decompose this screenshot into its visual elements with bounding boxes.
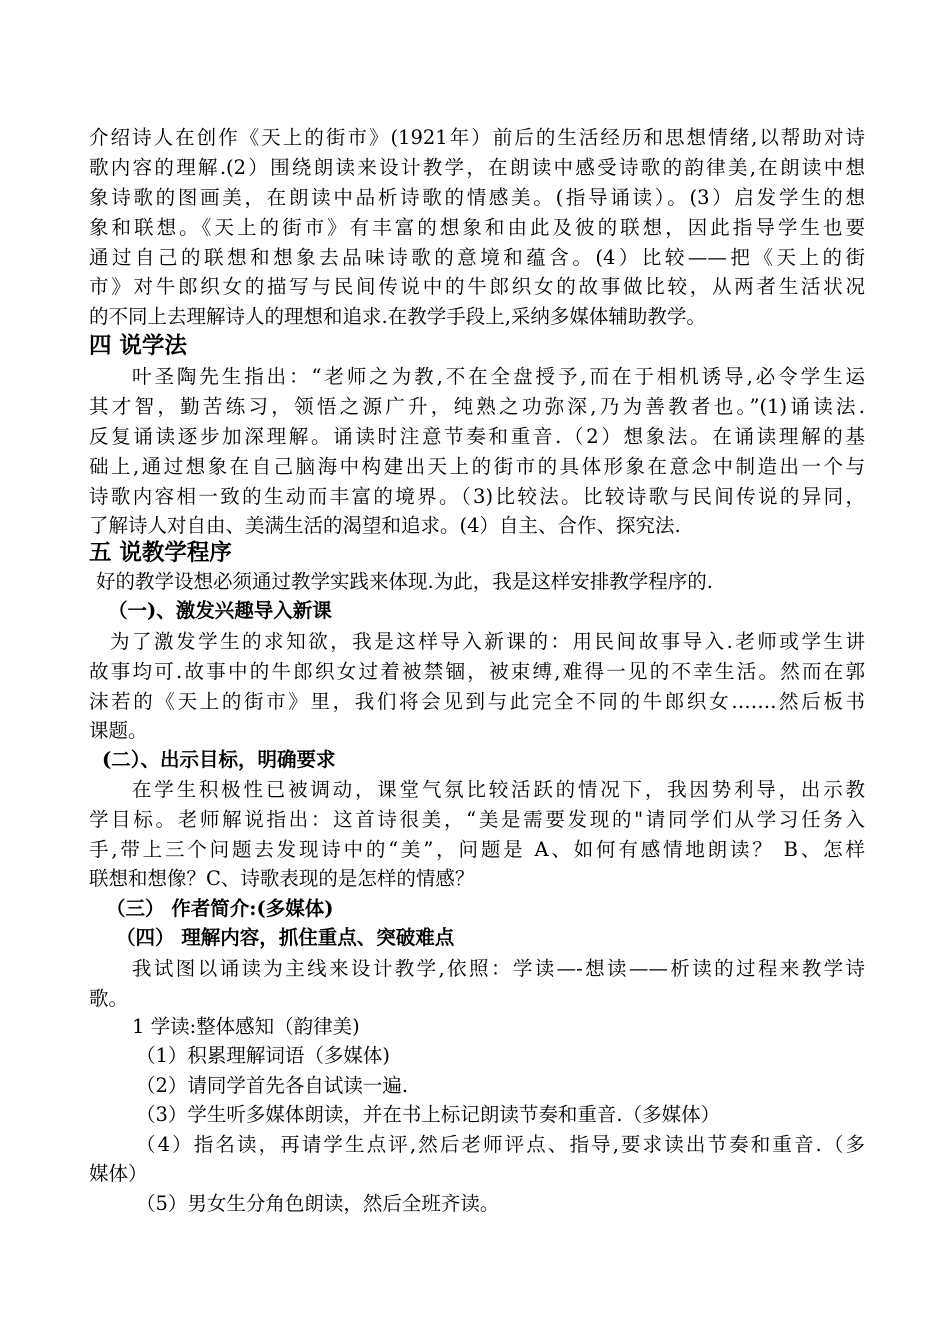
paragraph-line: 介绍诗人在创作《天上的街市》(1921年）前后的生活经历和思想情绪,以帮助对诗 — [89, 126, 865, 149]
paragraph-line: 市》对牛郎织女的描写与民间传说中的牛郎织女的故事做比较，从两者生活状况 — [89, 275, 865, 298]
paragraph-line: 课题。 — [89, 719, 148, 742]
subheading-1: （一)、激发兴趣导入新课 — [108, 599, 332, 622]
paragraph-line: 在学生积极性已被调动，课堂气氛比较活跃的情况下，我因势利导，出示教 — [132, 778, 865, 801]
paragraph-line: 的不同上去理解诗人的理想和追求.在教学手段上,采纳多媒体辅助教学。 — [89, 305, 706, 328]
subheading-3: （三） 作者简介:(多媒体) — [106, 897, 334, 920]
list-item: （2）请同学首先各自试读一遍. — [136, 1074, 409, 1097]
paragraph-line: 诗歌内容相一致的生动而丰富的境界。（3)比较法。比较诗歌与民间传说的异同， — [89, 485, 865, 508]
list-item: 媒体） — [89, 1162, 148, 1185]
section-heading-study-method: 四 说学法 — [89, 333, 187, 359]
paragraph-line: 了解诗人对自由、美满生活的渴望和追求。(4）自主、合作、探究法. — [89, 514, 681, 537]
list-item: 1 学读:整体感知（韵律美) — [132, 1015, 360, 1038]
paragraph-line: 象和联想。《天上的街市》有丰富的想象和由此及彼的联想，因此指导学生也要 — [89, 216, 865, 239]
list-item: （4）指名读，再请学生点评,然后老师评点、指导,要求读出节奏和重音.（多 — [136, 1133, 865, 1156]
paragraph-line: 其才智，勤苦练习，领悟之源广升，纯熟之功弥深,乃为善教者也。”(1)诵读法. — [89, 395, 865, 418]
paragraph-line: 好的教学设想必须通过教学实践来体现.为此，我是这样安排教学程序的. — [96, 570, 713, 593]
paragraph-line: 手,带上三个问题去发现诗中的“美”，问题是 A、如何有感情地朗读？ B、怎样 — [89, 838, 865, 861]
paragraph-line: 故事均可.故事中的牛郎织女过着被禁锢，被束缚,难得一见的不幸生活。然而在郭 — [89, 660, 865, 683]
paragraph-line: 联想和想像？C、诗歌表现的是怎样的情感？ — [89, 867, 475, 890]
list-item: （5）男女生分角色朗读，然后全班齐读。 — [136, 1192, 500, 1215]
paragraph-line: 歌内容的理解.(2）围绕朗读来设计教学，在朗读中感受诗歌的韵律美,在朗读中想 — [89, 156, 865, 179]
paragraph-line: 歌。 — [89, 987, 129, 1010]
paragraph-line: 叶圣陶先生指出：“老师之为教,不在全盘授予,而在于相机诱导,必令学生运 — [132, 365, 865, 388]
paragraph-line: 我试图以诵读为主线来设计教学,依照：学读—-想读——析读的过程来教学诗 — [132, 957, 865, 980]
paragraph-line: 通过自己的联想和想象去品味诗歌的意境和蕴含。(4）比较——把《天上的街 — [89, 246, 865, 269]
list-item: （1）积累理解词语（多媒体) — [136, 1044, 391, 1067]
subheading-4: （四） 理解内容，抓住重点、突破难点 — [116, 926, 455, 949]
paragraph-line: 础上,通过想象在自己脑海中构建出天上的街市的具体形象在意念中制造出一个与 — [89, 455, 865, 478]
paragraph-line: 沫若的《天上的街市》里，我们将会见到与此完全不同的牛郎织女…….然后板书 — [89, 690, 865, 713]
subheading-2: (二）、出示目标，明确要求 — [102, 748, 336, 771]
paragraph-line: 学目标。老师解说指出：这首诗很美，“美是需要发现的"请同学们从学习任务入 — [89, 808, 865, 831]
section-heading-teaching-procedure: 五 说教学程序 — [89, 540, 232, 566]
paragraph-line: 为了激发学生的求知欲，我是这样导入新课的：用民间故事导入.老师或学生讲 — [110, 630, 865, 653]
paragraph-line: 反复诵读逐步加深理解。诵读时注意节奏和重音.（2）想象法。在诵读理解的基 — [89, 425, 865, 448]
paragraph-line: 象诗歌的图画美，在朗读中品析诗歌的情感美。(指导诵读）。(3）启发学生的想 — [89, 186, 865, 209]
list-item: （3）学生听多媒体朗读，并在书上标记朗读节奏和重音.（多媒体） — [136, 1103, 721, 1126]
